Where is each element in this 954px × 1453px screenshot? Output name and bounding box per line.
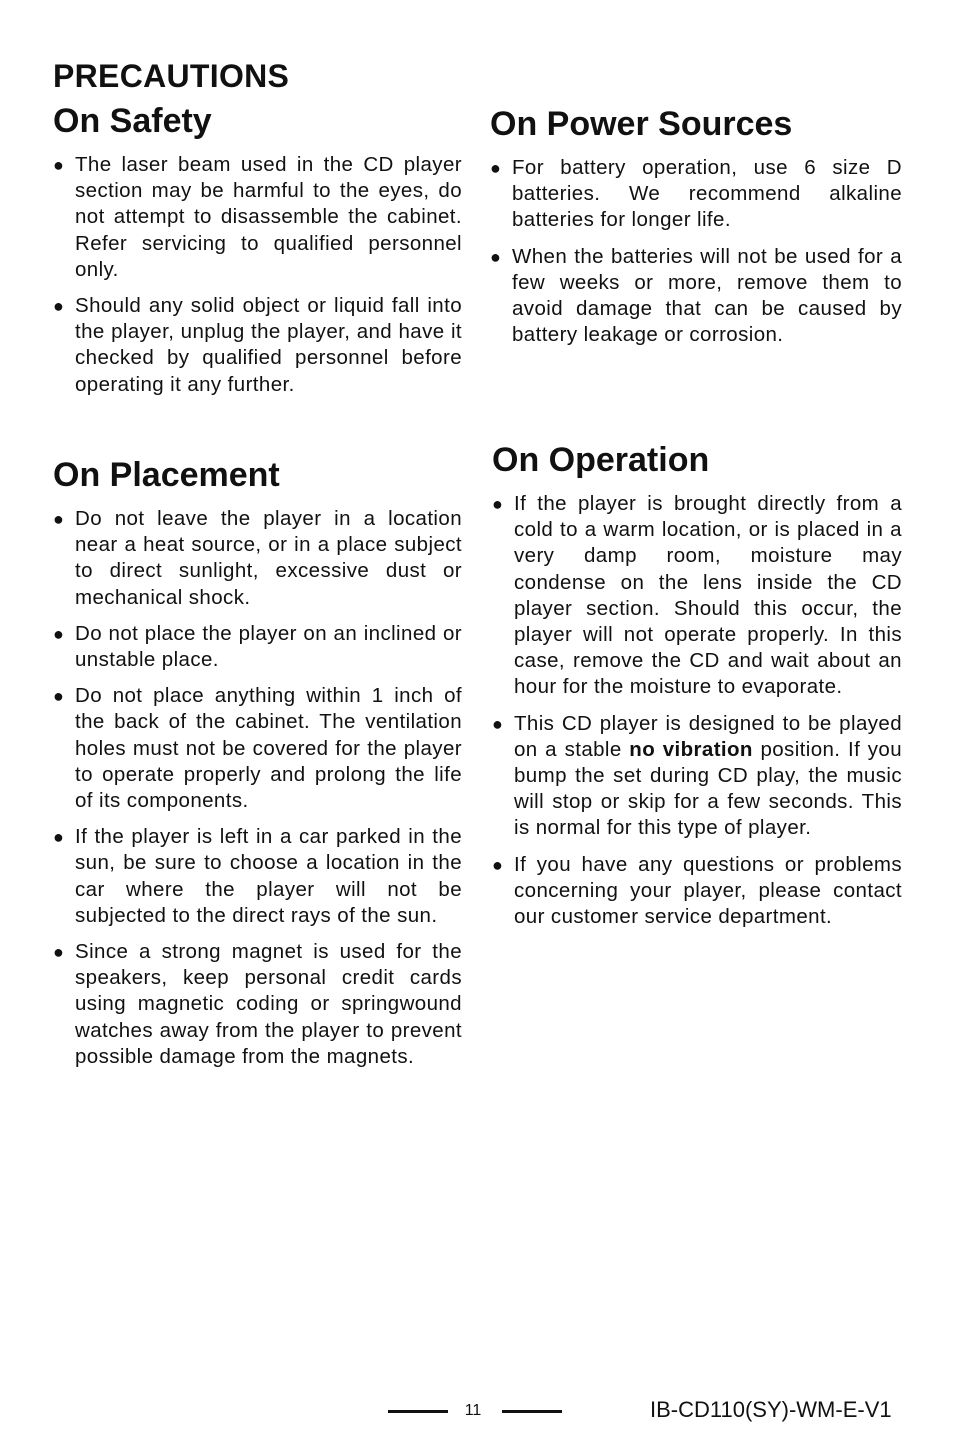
list-item xyxy=(53,939,462,1070)
list-item xyxy=(492,491,902,701)
list-item-text: Do not place the player on an inclined or unstable place. xyxy=(75,621,462,672)
list-item-text: Since a strong magnet is used for the speakers, keep personal credit cards using magnetic coding or springwound watches away from the player to prevent possible damage from the magnets. xyxy=(75,940,462,1068)
list-item-text: Should any solid object or liquid fall into the player, unplug the player, and have it checked by qualified personnel before operating it any further. xyxy=(75,294,462,396)
list-item-text-after: position. If you bump the set during CD play, the music will stop or skip for a few seconds. This is normal for this type of player. xyxy=(514,737,903,840)
bullet-icon: ● xyxy=(53,509,65,529)
list-item-text: If the player is brought directly from a cold to a warm location, or is placed in a very damp room, moisture may condense on the lens inside the CD player section. Should this occur, the player will not operate properly. In this case, remove the CD and wait about an hour for the moisture to evaporate. xyxy=(514,492,902,699)
operation-list xyxy=(492,491,902,930)
emphasis-no-vibration: no vibration xyxy=(629,737,753,761)
bullet-icon: ● xyxy=(53,296,65,317)
list-item-text: When the batteries will not be used for a few weeks or more, remove them to avoid damage that can be caused by battery leakage or corrosion. xyxy=(512,244,902,347)
section-heading-operation: On Operation xyxy=(492,441,710,479)
list-item xyxy=(492,711,902,842)
bullet-icon: ● xyxy=(492,854,504,875)
power-list xyxy=(490,155,902,348)
section-heading-placement: On Placement xyxy=(53,456,280,494)
section-on-safety xyxy=(53,100,462,408)
list-item-text: Do not place anything within 1 inch of the back of the cabinet. The ventilation holes must not be covered for the player to operate properly and prolong the life of its components. xyxy=(75,684,462,813)
bullet-icon: ● xyxy=(53,827,65,848)
section-on-operation xyxy=(492,439,902,940)
list-item-text: For battery operation, use 6 size D batteries. We recommend alkaline batteries for longer life. xyxy=(512,156,902,232)
list-item xyxy=(53,683,462,814)
list-item-text: If the player is left in a car parked in the sun, be sure to choose a location in the car where the player will not be subjected to the direct rays of the sun. xyxy=(75,825,462,927)
safety-list xyxy=(53,152,462,398)
bullet-icon: ● xyxy=(53,942,65,963)
list-item-text: If you have any questions or problems concerning your player, please contact our customer service department. xyxy=(514,852,902,929)
list-item-text-before: This CD player is designed to be played on a stable xyxy=(514,711,902,761)
list-item xyxy=(53,824,462,929)
list-item xyxy=(53,621,462,673)
list-item xyxy=(492,852,902,931)
placement-list xyxy=(53,506,462,1070)
bullet-icon: ● xyxy=(492,494,504,514)
footer-rule-right xyxy=(502,1410,562,1413)
list-item xyxy=(53,293,462,398)
bullet-icon: ● xyxy=(53,686,65,707)
list-item-text: Do not leave the player in a location near a heat source, or in a place subject to direct sunlight, excessive dust or mechanical shock. xyxy=(75,507,462,609)
list-item xyxy=(53,506,462,611)
bullet-icon: ● xyxy=(492,713,504,734)
footer-rule-left xyxy=(388,1410,448,1413)
page-number: 11 xyxy=(464,1402,482,1419)
page-title: PRECAUTIONS xyxy=(53,58,290,94)
section-heading-safety: On Safety xyxy=(53,102,212,140)
document-code: IB-CD110(SY)-WM-E-V1 xyxy=(650,1397,892,1422)
list-item-text: The laser beam used in the CD player section may be harmful to the eyes, do not attempt to disassemble the cabinet. Refer servicing to qualified personnel only. xyxy=(75,153,462,281)
bullet-icon: ● xyxy=(490,246,502,267)
bullet-icon: ● xyxy=(53,155,65,175)
section-heading-power: On Power Sources xyxy=(490,105,793,143)
section-on-placement xyxy=(53,454,462,1080)
bullet-icon: ● xyxy=(53,623,65,644)
section-on-power-sources xyxy=(490,103,902,358)
bullet-icon: ● xyxy=(490,158,502,178)
list-item xyxy=(490,244,902,349)
list-item xyxy=(53,152,462,283)
list-item xyxy=(490,155,902,234)
